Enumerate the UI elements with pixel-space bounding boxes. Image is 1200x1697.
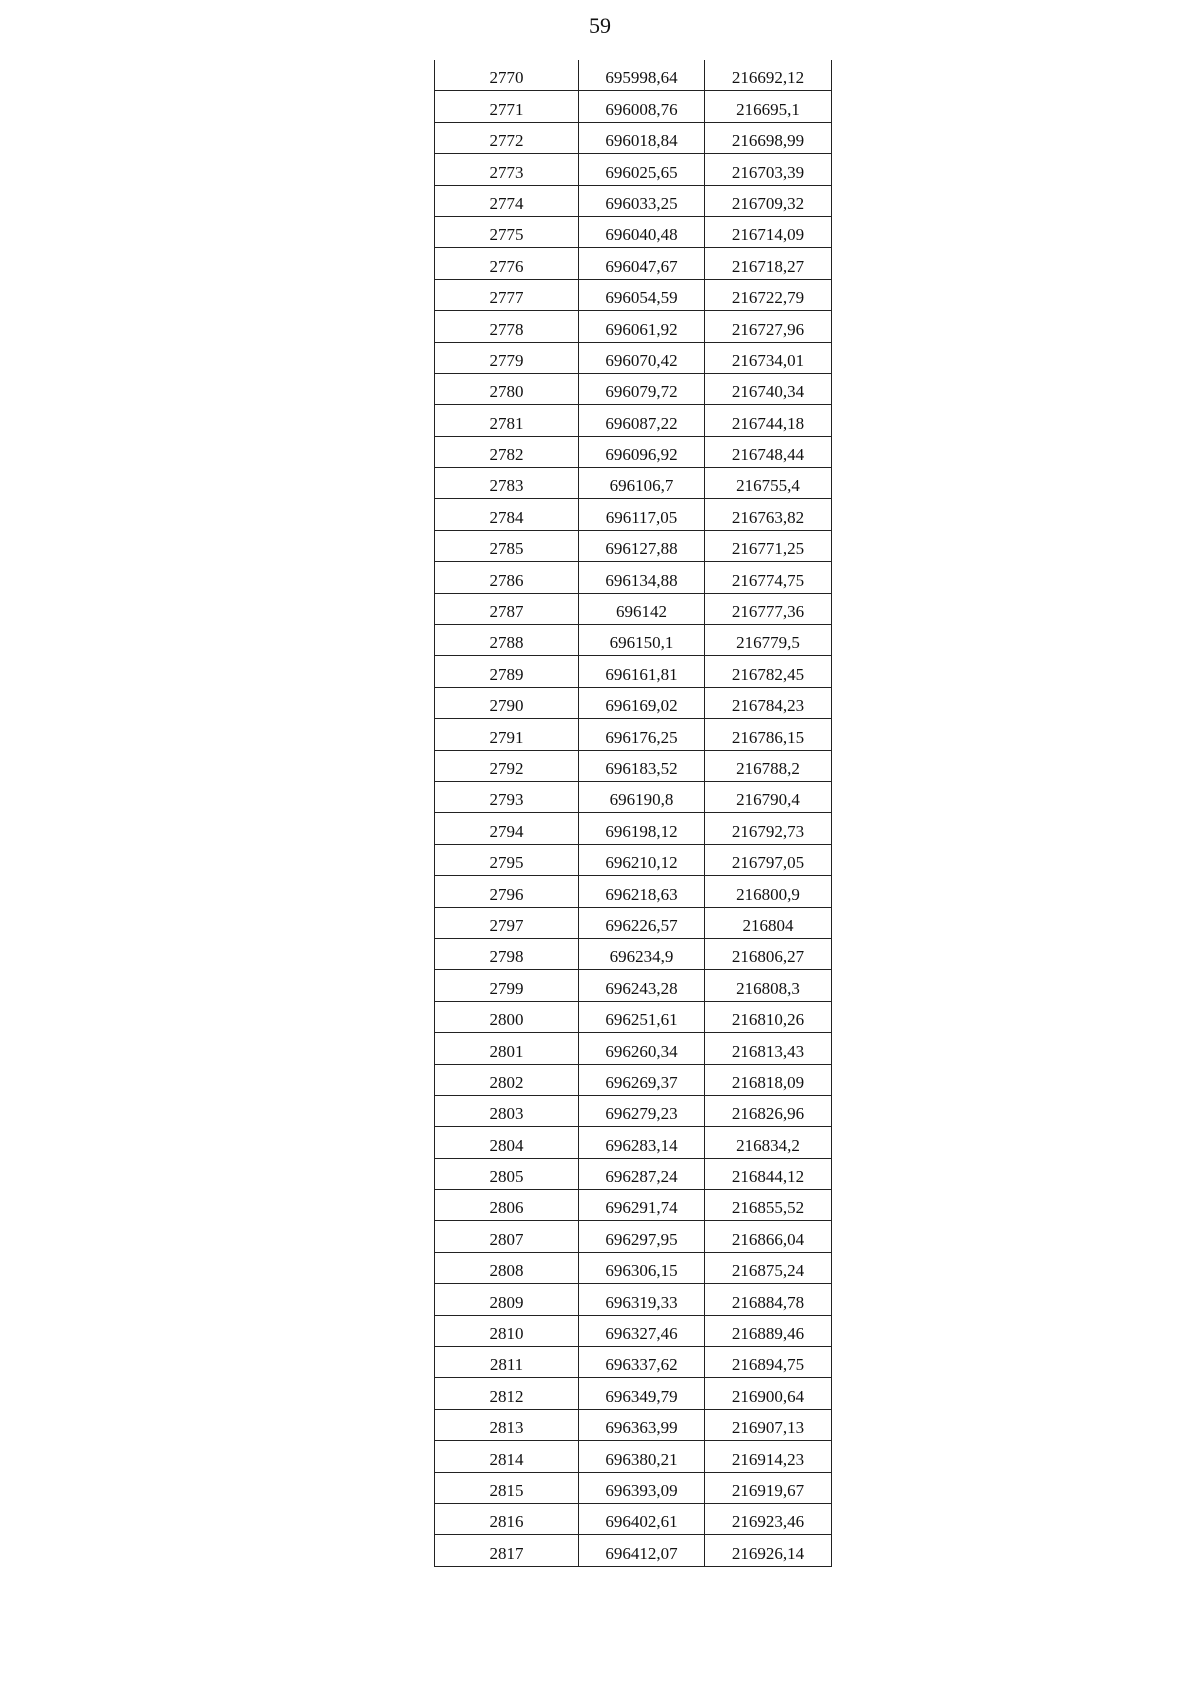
y-coordinate-cell: 216926,14: [705, 1535, 832, 1566]
x-coordinate-cell: 696393,09: [579, 1472, 705, 1503]
table-row: [435, 1252, 832, 1283]
table-row: [435, 1033, 832, 1064]
y-coordinate-cell: 216808,3: [705, 970, 832, 1001]
y-coordinate-cell: 216797,05: [705, 844, 832, 875]
y-coordinate-cell: 216709,32: [705, 185, 832, 216]
y-coordinate-cell: 216782,45: [705, 656, 832, 687]
table-row: [435, 750, 832, 781]
x-coordinate-cell: 696176,25: [579, 719, 705, 750]
x-coordinate-cell: 696183,52: [579, 750, 705, 781]
table-row: [435, 813, 832, 844]
point-number-cell: 2815: [435, 1472, 579, 1503]
x-coordinate-cell: 696279,23: [579, 1095, 705, 1126]
x-coordinate-cell: 696106,7: [579, 468, 705, 499]
point-number-cell: 2809: [435, 1284, 579, 1315]
table-row: [435, 907, 832, 938]
table-row: [435, 876, 832, 907]
point-number-cell: 2795: [435, 844, 579, 875]
y-coordinate-cell: 216727,96: [705, 311, 832, 342]
point-number-cell: 2788: [435, 625, 579, 656]
x-coordinate-cell: 696047,67: [579, 248, 705, 279]
y-coordinate-cell: 216755,4: [705, 468, 832, 499]
y-coordinate-cell: 216813,43: [705, 1033, 832, 1064]
x-coordinate-cell: 696243,28: [579, 970, 705, 1001]
x-coordinate-cell: 696402,61: [579, 1503, 705, 1534]
x-coordinate-cell: 696040,48: [579, 216, 705, 247]
y-coordinate-cell: 216800,9: [705, 876, 832, 907]
table-row: [435, 1221, 832, 1252]
point-number-cell: 2805: [435, 1158, 579, 1189]
table-row: [435, 625, 832, 656]
point-number-cell: 2792: [435, 750, 579, 781]
x-coordinate-cell: 696096,92: [579, 436, 705, 467]
point-number-cell: 2806: [435, 1190, 579, 1221]
point-number-cell: 2800: [435, 1001, 579, 1032]
x-coordinate-cell: 696087,22: [579, 405, 705, 436]
table-row: [435, 1503, 832, 1534]
table-row: [435, 1127, 832, 1158]
table-row: [435, 1284, 832, 1315]
x-coordinate-cell: 696150,1: [579, 625, 705, 656]
table-row: [435, 844, 832, 875]
x-coordinate-cell: 696412,07: [579, 1535, 705, 1566]
coordinates-table-body: [435, 60, 832, 1566]
table-row: [435, 311, 832, 342]
table-row: [435, 1472, 832, 1503]
point-number-cell: 2773: [435, 154, 579, 185]
table-row: [435, 593, 832, 624]
point-number-cell: 2784: [435, 499, 579, 530]
y-coordinate-cell: 216875,24: [705, 1252, 832, 1283]
point-number-cell: 2814: [435, 1441, 579, 1472]
x-coordinate-cell: 696269,37: [579, 1064, 705, 1095]
y-coordinate-cell: 216714,09: [705, 216, 832, 247]
point-number-cell: 2810: [435, 1315, 579, 1346]
point-number-cell: 2778: [435, 311, 579, 342]
table-row: [435, 970, 832, 1001]
y-coordinate-cell: 216788,2: [705, 750, 832, 781]
y-coordinate-cell: 216900,64: [705, 1378, 832, 1409]
point-number-cell: 2799: [435, 970, 579, 1001]
table-row: [435, 781, 832, 812]
point-number-cell: 2772: [435, 122, 579, 153]
page-number: 59: [589, 13, 611, 38]
point-number-cell: 2817: [435, 1535, 579, 1566]
table-row: [435, 1190, 832, 1221]
x-coordinate-cell: 696079,72: [579, 373, 705, 404]
table-row: [435, 656, 832, 687]
table-row: [435, 562, 832, 593]
y-coordinate-cell: 216855,52: [705, 1190, 832, 1221]
table-row: [435, 1441, 832, 1472]
x-coordinate-cell: 696283,14: [579, 1127, 705, 1158]
table-row: [435, 60, 832, 91]
x-coordinate-cell: 696127,88: [579, 530, 705, 561]
y-coordinate-cell: 216779,5: [705, 625, 832, 656]
y-coordinate-cell: 216844,12: [705, 1158, 832, 1189]
y-coordinate-cell: 216914,23: [705, 1441, 832, 1472]
table-row: [435, 468, 832, 499]
table-row: [435, 154, 832, 185]
x-coordinate-cell: 696169,02: [579, 687, 705, 718]
point-number-cell: 2776: [435, 248, 579, 279]
point-number-cell: 2783: [435, 468, 579, 499]
point-number-cell: 2786: [435, 562, 579, 593]
x-coordinate-cell: 696297,95: [579, 1221, 705, 1252]
x-coordinate-cell: 696008,76: [579, 91, 705, 122]
table-row: [435, 405, 832, 436]
table-row: [435, 719, 832, 750]
table-row: [435, 687, 832, 718]
table-row: [435, 1535, 832, 1566]
y-coordinate-cell: 216763,82: [705, 499, 832, 530]
point-number-cell: 2793: [435, 781, 579, 812]
x-coordinate-cell: 696291,74: [579, 1190, 705, 1221]
x-coordinate-cell: 696349,79: [579, 1378, 705, 1409]
table-row: [435, 91, 832, 122]
y-coordinate-cell: 216826,96: [705, 1095, 832, 1126]
point-number-cell: 2807: [435, 1221, 579, 1252]
point-number-cell: 2802: [435, 1064, 579, 1095]
y-coordinate-cell: 216774,75: [705, 562, 832, 593]
x-coordinate-cell: 696033,25: [579, 185, 705, 216]
point-number-cell: 2801: [435, 1033, 579, 1064]
x-coordinate-cell: 696117,05: [579, 499, 705, 530]
point-number-cell: 2779: [435, 342, 579, 373]
x-coordinate-cell: 696287,24: [579, 1158, 705, 1189]
point-number-cell: 2787: [435, 593, 579, 624]
x-coordinate-cell: 696210,12: [579, 844, 705, 875]
y-coordinate-cell: 216692,12: [705, 60, 832, 91]
table-row: [435, 342, 832, 373]
point-number-cell: 2813: [435, 1409, 579, 1440]
point-number-cell: 2797: [435, 907, 579, 938]
x-coordinate-cell: 696070,42: [579, 342, 705, 373]
y-coordinate-cell: 216792,73: [705, 813, 832, 844]
x-coordinate-cell: 696161,81: [579, 656, 705, 687]
x-coordinate-cell: 696251,61: [579, 1001, 705, 1032]
x-coordinate-cell: 696327,46: [579, 1315, 705, 1346]
point-number-cell: 2771: [435, 91, 579, 122]
table-row: [435, 122, 832, 153]
x-coordinate-cell: 696380,21: [579, 1441, 705, 1472]
y-coordinate-cell: 216786,15: [705, 719, 832, 750]
y-coordinate-cell: 216740,34: [705, 373, 832, 404]
x-coordinate-cell: 696142: [579, 593, 705, 624]
table-row: [435, 1064, 832, 1095]
table-row: [435, 499, 832, 530]
table-row: [435, 530, 832, 561]
y-coordinate-cell: 216804: [705, 907, 832, 938]
point-number-cell: 2777: [435, 279, 579, 310]
y-coordinate-cell: 216884,78: [705, 1284, 832, 1315]
y-coordinate-cell: 216777,36: [705, 593, 832, 624]
y-coordinate-cell: 216784,23: [705, 687, 832, 718]
point-number-cell: 2780: [435, 373, 579, 404]
point-number-cell: 2790: [435, 687, 579, 718]
x-coordinate-cell: 696134,88: [579, 562, 705, 593]
x-coordinate-cell: 696190,8: [579, 781, 705, 812]
point-number-cell: 2796: [435, 876, 579, 907]
x-coordinate-cell: 696234,9: [579, 938, 705, 969]
point-number-cell: 2816: [435, 1503, 579, 1534]
y-coordinate-cell: 216703,39: [705, 154, 832, 185]
table-row: [435, 1347, 832, 1378]
table-row: [435, 1158, 832, 1189]
x-coordinate-cell: 695998,64: [579, 60, 705, 91]
y-coordinate-cell: 216866,04: [705, 1221, 832, 1252]
x-coordinate-cell: 696025,65: [579, 154, 705, 185]
table-row: [435, 1378, 832, 1409]
y-coordinate-cell: 216923,46: [705, 1503, 832, 1534]
point-number-cell: 2785: [435, 530, 579, 561]
point-number-cell: 2781: [435, 405, 579, 436]
point-number-cell: 2804: [435, 1127, 579, 1158]
point-number-cell: 2775: [435, 216, 579, 247]
point-number-cell: 2803: [435, 1095, 579, 1126]
x-coordinate-cell: 696198,12: [579, 813, 705, 844]
table-row: [435, 436, 832, 467]
table-row: [435, 373, 832, 404]
table-row: [435, 248, 832, 279]
y-coordinate-cell: 216698,99: [705, 122, 832, 153]
y-coordinate-cell: 216790,4: [705, 781, 832, 812]
x-coordinate-cell: 696337,62: [579, 1347, 705, 1378]
x-coordinate-cell: 696018,84: [579, 122, 705, 153]
point-number-cell: 2811: [435, 1347, 579, 1378]
x-coordinate-cell: 696306,15: [579, 1252, 705, 1283]
point-number-cell: 2812: [435, 1378, 579, 1409]
y-coordinate-cell: 216894,75: [705, 1347, 832, 1378]
x-coordinate-cell: 696363,99: [579, 1409, 705, 1440]
table-row: [435, 938, 832, 969]
table-row: [435, 1409, 832, 1440]
coordinates-table: [434, 60, 832, 1567]
y-coordinate-cell: 216734,01: [705, 342, 832, 373]
x-coordinate-cell: 696319,33: [579, 1284, 705, 1315]
y-coordinate-cell: 216722,79: [705, 279, 832, 310]
point-number-cell: 2774: [435, 185, 579, 216]
point-number-cell: 2791: [435, 719, 579, 750]
x-coordinate-cell: 696061,92: [579, 311, 705, 342]
x-coordinate-cell: 696218,63: [579, 876, 705, 907]
y-coordinate-cell: 216810,26: [705, 1001, 832, 1032]
y-coordinate-cell: 216695,1: [705, 91, 832, 122]
table-row: [435, 185, 832, 216]
table-row: [435, 279, 832, 310]
x-coordinate-cell: 696054,59: [579, 279, 705, 310]
y-coordinate-cell: 216818,09: [705, 1064, 832, 1095]
y-coordinate-cell: 216919,67: [705, 1472, 832, 1503]
point-number-cell: 2789: [435, 656, 579, 687]
point-number-cell: 2770: [435, 60, 579, 91]
point-number-cell: 2808: [435, 1252, 579, 1283]
x-coordinate-cell: 696226,57: [579, 907, 705, 938]
point-number-cell: 2794: [435, 813, 579, 844]
table-row: [435, 1001, 832, 1032]
y-coordinate-cell: 216744,18: [705, 405, 832, 436]
y-coordinate-cell: 216907,13: [705, 1409, 832, 1440]
table-row: [435, 216, 832, 247]
table-row: [435, 1095, 832, 1126]
y-coordinate-cell: 216718,27: [705, 248, 832, 279]
y-coordinate-cell: 216889,46: [705, 1315, 832, 1346]
y-coordinate-cell: 216771,25: [705, 530, 832, 561]
y-coordinate-cell: 216834,2: [705, 1127, 832, 1158]
x-coordinate-cell: 696260,34: [579, 1033, 705, 1064]
point-number-cell: 2782: [435, 436, 579, 467]
table-row: [435, 1315, 832, 1346]
y-coordinate-cell: 216748,44: [705, 436, 832, 467]
point-number-cell: 2798: [435, 938, 579, 969]
y-coordinate-cell: 216806,27: [705, 938, 832, 969]
